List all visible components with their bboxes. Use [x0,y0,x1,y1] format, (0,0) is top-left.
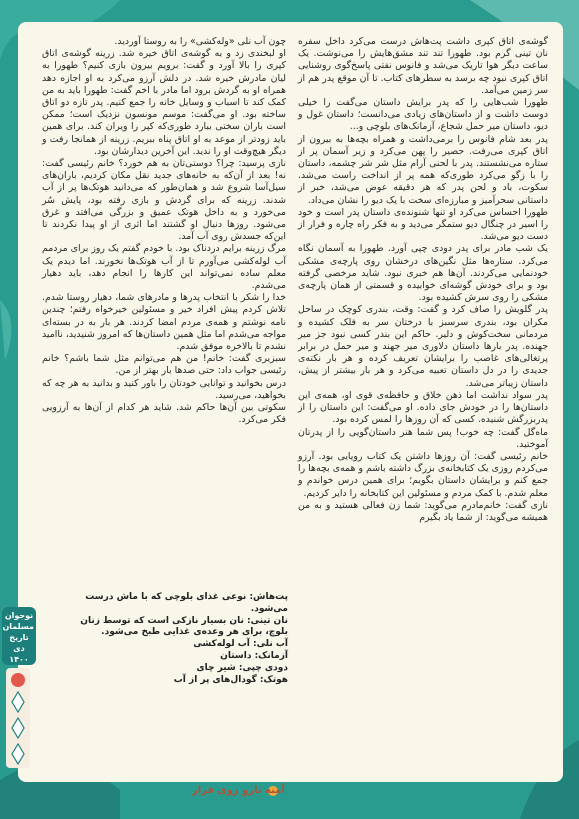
footnote: هوتک: گودال‌های پر از آب [173,674,288,685]
footnote: آب نلی: آب لوله‌کشی [193,639,288,650]
article-paragraph: درس بخوانید و توانایی خودتان را باور کنید و بدانید به هر چه که بخواهید، می‌رسید. [42,377,286,401]
article-paragraph: نازی گفت: خانم‌مادرم می‌گوید: شما زن فعالی هستید و به من همیشه می‌گوید: از شما یاد بگیرم [298,499,548,523]
article-paragraph: نازی پرسید: چرا؟ دوستی‌تان به هم خورد؟ خانم رئیسی گفت: نه! بعد از آن‌که به خانه‌های جدید نقل مکان کردیم، باران‌های سیل‌آسا شروع شد و همان‌طور که می‌دانید هوتک‌ها پر از آب شدند. زرینه که برای گردش و بازی رفته بود، پایش سُر می‌خورد و به داخل هوتک عمیق و بزرگی می‌افتد و غرق می‌شود. روزها دنبال او گشتند اما اثری از او پیدا نکردند تا این‌که جسدش روی آب آمد. [42,158,286,243]
article-paragraph: سکوتی بین آن‌ها حاکم شد. شاید هر کدام از آن‌ها به آرزویی فکر می‌کرد. [42,402,286,426]
article-column-left [42,36,286,427]
article-paragraph: مرگ زرینه برایم دردناک بود. با خودم گفتم یک روز برای مردمم آب لوله‌کشی می‌آورم تا از آب هوتک‌ها نخورند. اما دیدم یک معلم ساده نمی‌تواند این کارها را انجام دهد، باید دهیار می‌شدم. [42,243,286,292]
article-paragraph: طهورا احساس می‌کرد او تنها شنونده‌ی داستان پدر است و خود را اسیر در چنگال دیو ستمگر می‌دید و به فکر راه چاره و فرار از دست دیو می‌شد. [298,206,548,243]
article-paragraph: سبزیری گفت: خانم! من هم می‌توانم مثل شما باشم؟ خانم رئیسی جواب داد: حتی صدها بار بهتر از من. [42,353,286,377]
author-credit: آمنه تاروِ روی فراز [192,785,285,796]
article-paragraph: خانم رئیسی گفت: آن روزها داشتن یک کتاب رویایی بود. آرزو می‌کردم روزی یک کتابخانه‌ی بزرگ داشته باشم و همه‌ی بچه‌ها را جمع کنم و برایشان داستان بگویم؛ برای همین درس خواندم و معلم شدم. با کمک مردم و مسئولین این کتابخانه را دایر کردیم. [298,450,548,499]
article-paragraph: گوشه‌ی اتاق کپری داشت پت‌هاش درست می‌کرد داخل سفره نان تینی گرم بود. طهورا تند تند مشق‌هایش را می‌نوشت. یک ساعت دیگر هوا تاریک می‌شد و فانوس نفتی پاسخ‌گوی روشنایی اتاق کپری نبود چه برسد به سطرهای کتاب. تا آن موقع پدر هم از سر زمین می‌آمد. [298,36,548,96]
footnote: نان تینی: نان بسیار نازکی است که توسط زنان بلوچ، برای هر وعده‌ی غذایی طبخ می‌شود. [80,615,288,638]
article-paragraph: پدر گلویش را صاف کرد و گفت: وقت، بندری کوچک در ساحل مکران بود، بندری سرسبز با درختان سر به فلک کشیده و مردمانی سخت‌کوش و دلیر. حاکم این بندر کسی نبود جز میر جهنده. پدر بارها داستان دلاوری میر جهند و میر حمل در برابر پرتغالی‌های غاصب را برایشان تعریف کرده و هر بار نکته‌ی جدیدی را در دل داستان تعبیه می‌کرد و هر بار بیشتر از پیش، داستان زیباتر می‌شد. [298,304,548,389]
article-paragraph: خدا را شکر با انتخاب پدرها و مادرهای شما، دهیار روستا شدم. تلاش کردم پیش افراد خیر و مسئولین خیرخواه رفتم؛ چندین نامه نوشتم و همه‌ی مردم امضا کردند. هر بار به در بسته‌ای مواجه می‌شدم اما مثل همین داستان‌ها که امروز شنیدید، ناامید نشدم تا بالاخره موفق شدم. [42,292,286,353]
article-paragraph: ماه‌گل گفت: چه خوب! پس شما هنر داستان‌گویی را از پدرتان آموختید. [298,426,548,450]
footnote: پت‌هاش: نوعی غذای بلوچی که با ماش درست می‌شود. [85,592,288,614]
footnote: دودی چپی: شیر چای [196,662,288,673]
issue-date: دی ۱۴۰۰ [9,644,29,664]
footnotes [60,592,288,686]
article-paragraph: چون آب نلی «وله‌کشی» را به روستا آوردید. [114,36,286,47]
article-paragraph: پدر سواد نداشت اما ذهن خلاق و حافظه‌ی قوی او، همه‌ی این داستان‌ها را در خودش جای داده. او می‌گفت: این داستان را از پدربزرگش شنیده. کسی که آن روزها را لمس کرده بود. [298,389,548,426]
article-column-right [298,36,548,524]
article-paragraph: پدر بعد شام فانوس را برمی‌داشت و همراه بچه‌ها به بیرون از اتاق کپری می‌رفت. حصیر را پهن می‌کرد و زیر آسمان پر از ستاره می‌نشستند. پدر با لحنی آرام مثل شر شر چشمه، داستان را با زگو می‌کرد طوری‌که همه پر از انداخت راست می‌شد. سکوت، باد و لحن پدر که هر دقیقه عوض می‌شد، خبر از داستانی سحرآمیز و مبارزه‌ای سخت با یک دیو را نشان می‌داد. [298,133,548,206]
magazine-name: نوجوان مسلمان تاریخ [2,611,34,642]
magazine-tag-text [4,610,34,665]
footnote: آزمانک: داستان [220,650,288,661]
article-paragraph: یک شب مادر برای پدر دودی چپی آورد. طهورا به آسمان نگاه می‌کرد. ستاره‌ها مثل نگین‌های درخشان روی پارچه‌ی مشکی خودنمایی می‌کردند. آن‌ها هم خبری نبود. شاید مرخصی گرفته بود و برای خودش گوشه‌ای خوابیده و قسمتی از همان پارچه‌ی مشکی را روی سرش کشیده بود. [298,243,548,304]
article-paragraph: طهورا شب‌هایی را که پدر برایش داستان می‌گفت را خیلی دوست داشت و از داستان‌های زیادی می‌دانست؛ داستان غول و دیو، داستان میر حمل شجاع، آزمانک‌های بلوچی و... [298,97,548,133]
article-paragraph: او لبخندی زد و به گوشه‌ی اتاق خیره شد. زرینه گوشه‌ی اتاق کپری را بالا آورد و گفت: برویم بیرون بازی کنیم؟ طهورا به لیان مادرش خیره شد. در دلش آرزو می‌کرد به او اجازه دهد همراه او به گردش برود اما مادر با اخم گفت: طهورا باید به من کمک کند تا اسباب و وسایل خانه را جمع کنیم. پدر تازه دو اتاق ساخته بود. او می‌گفت: موسم مونسون نزدیک است؛ ممکن است باران سختی ببارد طوری‌که کپر را ویران کند. برای همین باید زودتر از موعد به او اتاق پناه ببریم. زرینه از همانجا رفت و دیگر هیچ‌وقت او را ندید. این آخرین دیدارشان بود. [42,48,286,157]
